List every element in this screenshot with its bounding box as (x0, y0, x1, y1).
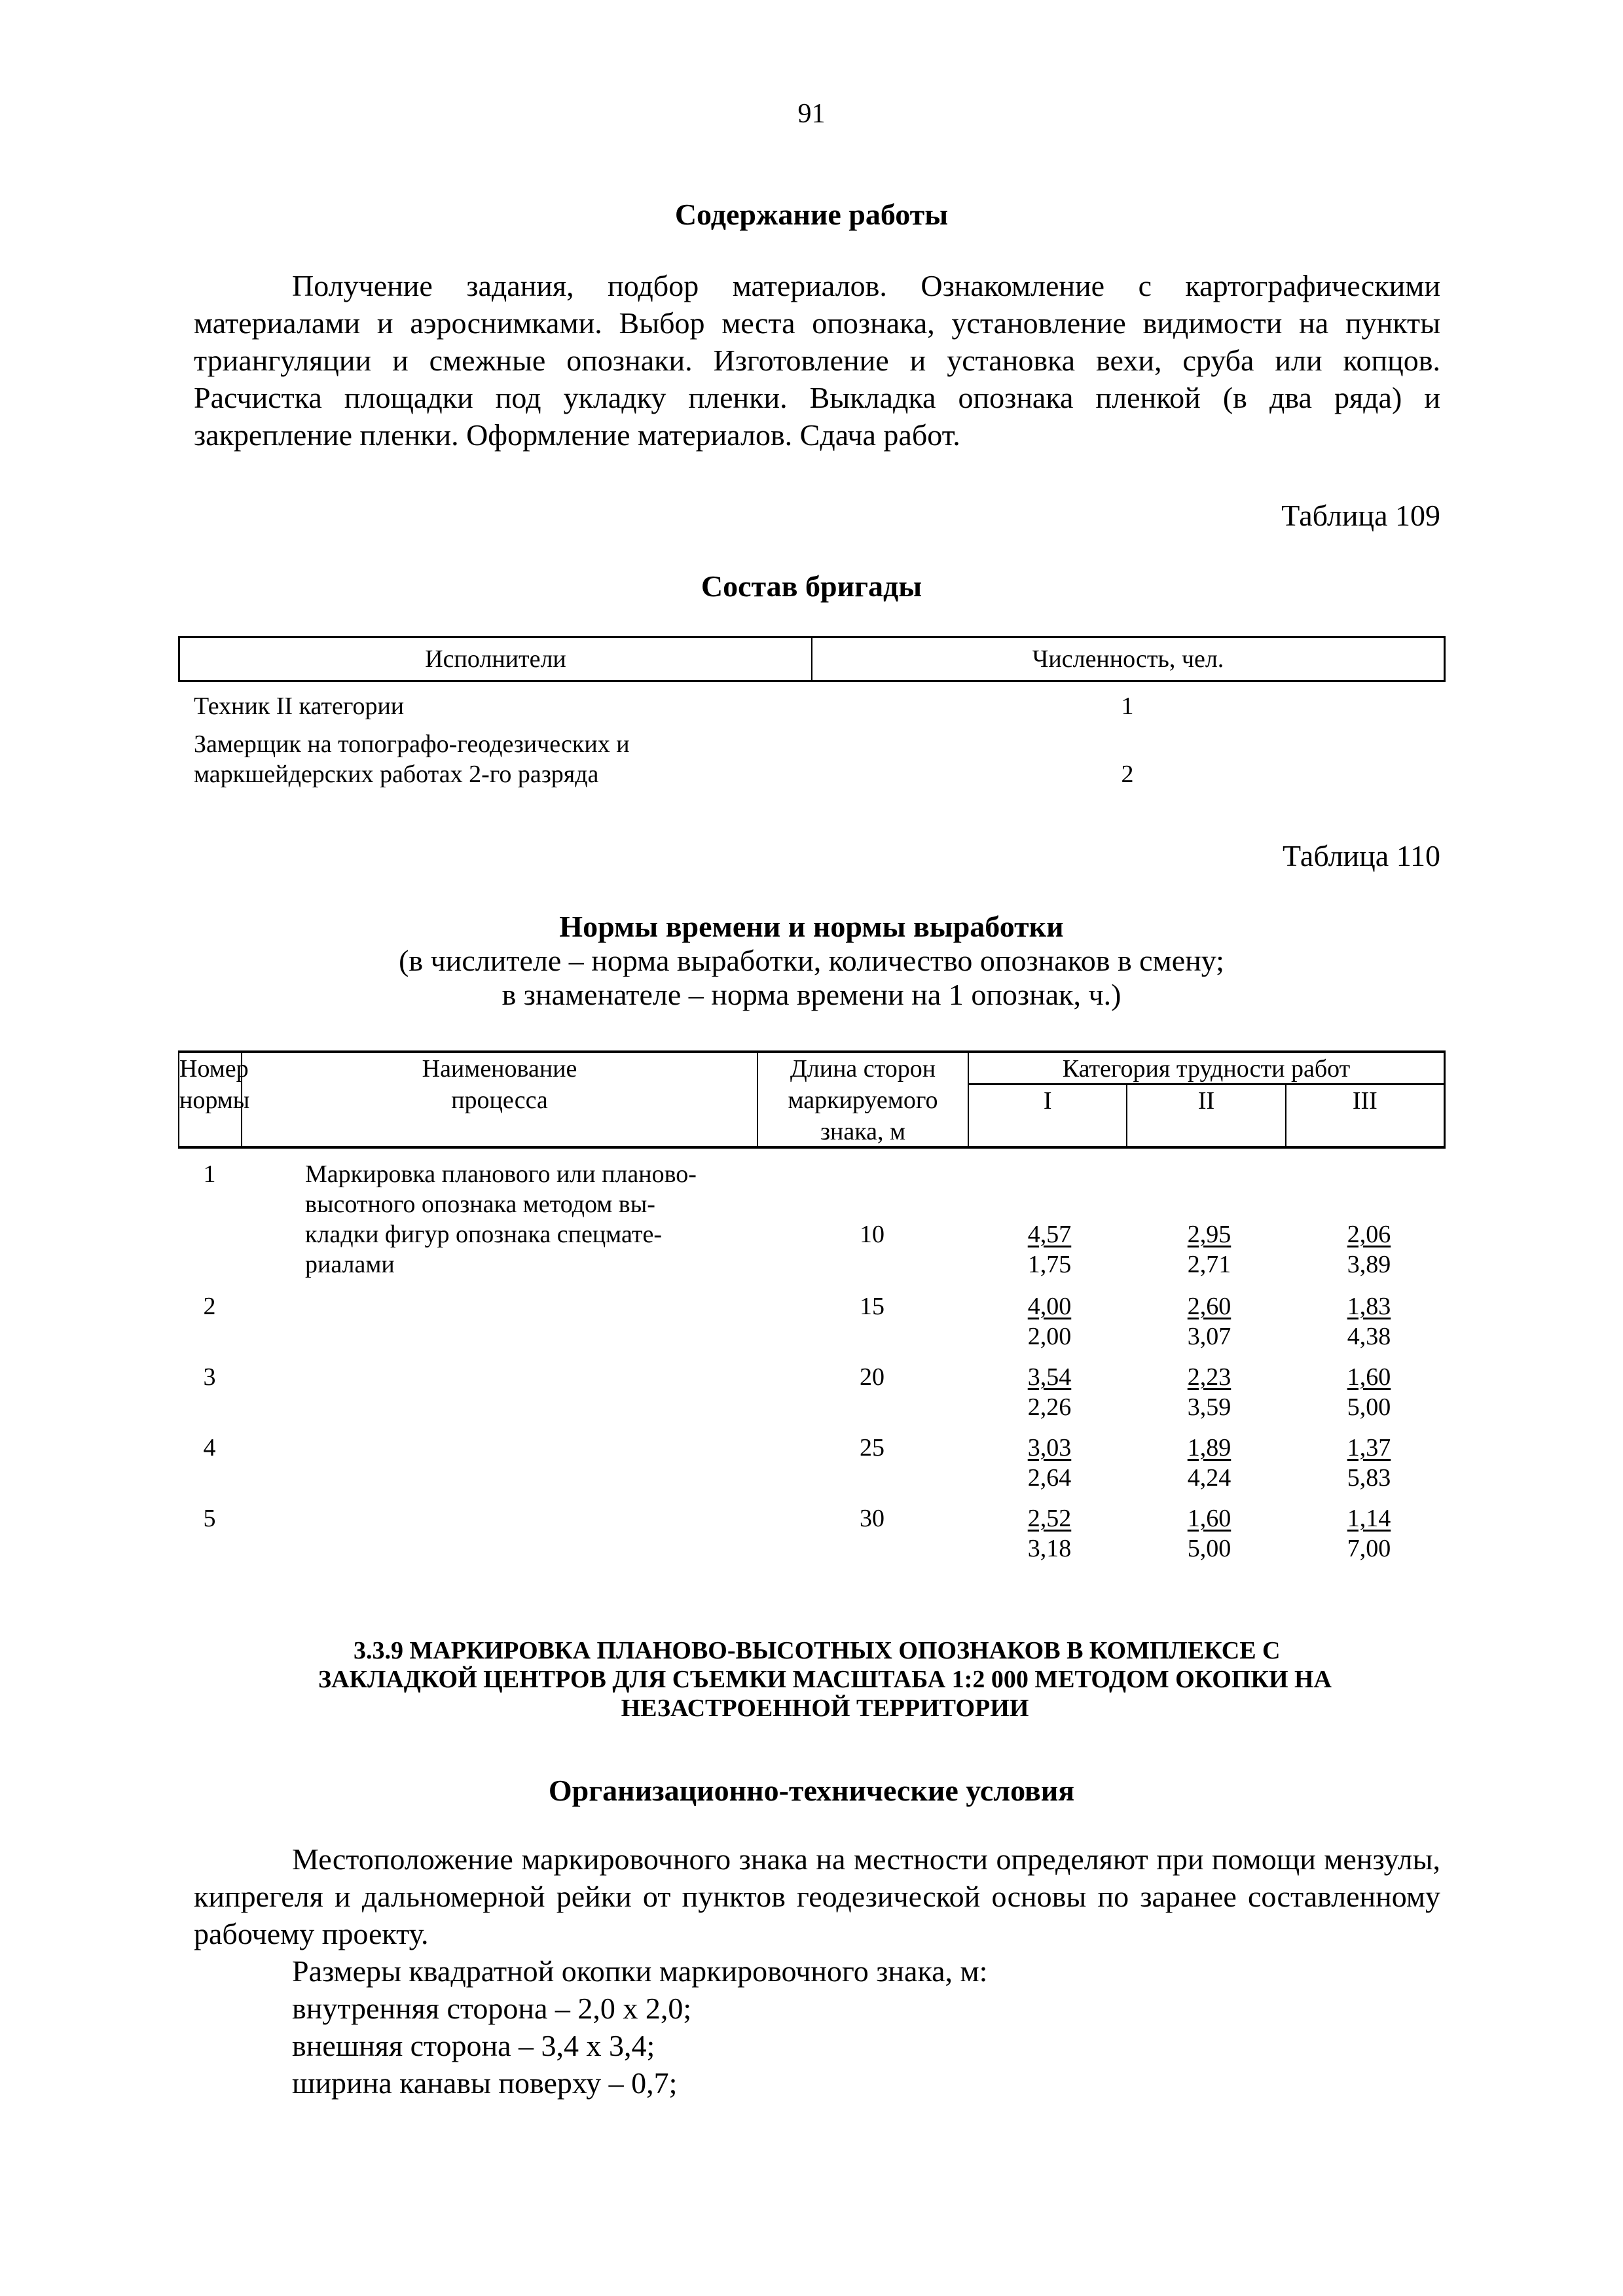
time-norm: 2,00 (1027, 1323, 1072, 1350)
table-110-subtitle-line: (в числителе – норма выработки, количество опознаков в смену; (399, 944, 1224, 977)
performer-cell: Техник II категории (194, 692, 405, 720)
category-2-cell (1173, 1362, 1245, 1422)
size-item-outer-side: внешняя сторона – 3,4 х 3,4; (292, 2029, 655, 2062)
location-paragraph: Местоположение маркировочного знака на местности определяют при помощи мензулы, кипрегеля и дальномерной рейки от пунктов геодезической основы по заранее составленному рабочему проекту. (194, 1842, 1440, 1950)
table-row (178, 1433, 1446, 1498)
section-title-line: ЗАКЛАДКОЙ ЦЕНТРОВ ДЛЯ СЪЕМКИ МАСШТАБА 1:2 000 МЕТОДОМ ОКОПКИ НА (318, 1666, 1332, 1693)
column-header-side-length (758, 1053, 969, 1146)
category-subheaders (969, 1085, 1444, 1147)
category-3-cell (1333, 1362, 1405, 1422)
performer-cell-line: маркшейдерских работах 2-го разряда (194, 761, 599, 788)
header-line: маркируемого (788, 1086, 938, 1114)
category-1-cell (1013, 1503, 1085, 1564)
time-norm: 2,26 (1027, 1393, 1072, 1421)
table-row (178, 729, 1446, 789)
time-norm: 3,07 (1187, 1323, 1231, 1350)
header-line: знака, м (820, 1118, 905, 1145)
output-norm: 4,00 (1027, 1293, 1072, 1320)
org-conditions-heading: Организационно-технические условия (548, 1774, 1075, 1807)
category-title: Категория трудности работ (969, 1053, 1444, 1085)
output-norm: 2,06 (1347, 1221, 1391, 1248)
output-norm: 1,60 (1347, 1363, 1391, 1391)
crew-table-header (178, 636, 1446, 682)
time-norm: 4,38 (1347, 1323, 1391, 1350)
time-norm: 4,24 (1187, 1464, 1231, 1492)
table-row (178, 1362, 1446, 1427)
sizes-intro: Размеры квадратной окопки маркировочного знака, м: (292, 1954, 988, 1988)
header-line: процесса (451, 1086, 548, 1114)
category-2-cell (1173, 1433, 1245, 1493)
norm-number-cell: 2 (203, 1293, 216, 1320)
norm-number-cell: 5 (203, 1505, 216, 1532)
column-header-category-1: I (1043, 1087, 1052, 1115)
table-110-title: Нормы времени и нормы выработки (559, 910, 1064, 943)
time-norm: 5,83 (1347, 1464, 1391, 1492)
page-number: 91 (797, 99, 826, 129)
output-norm: 2,60 (1187, 1293, 1231, 1320)
size-item-inner-side: внутренняя сторона – 2,0 х 2,0; (292, 1992, 692, 2025)
table-row (178, 1503, 1446, 1569)
header-line: нормы (179, 1086, 250, 1114)
category-2-cell (1173, 1503, 1245, 1564)
column-header-category-3: III (1285, 1085, 1444, 1147)
output-norm: 2,23 (1187, 1363, 1231, 1391)
header-line: Наименование (422, 1055, 577, 1083)
output-norm: 1,83 (1347, 1293, 1391, 1320)
category-1-cell (1013, 1219, 1085, 1280)
category-1-cell (1013, 1362, 1085, 1422)
category-3-cell (1333, 1433, 1405, 1493)
process-name-line: Маркировка планового или планово- (305, 1160, 697, 1188)
performer-cell-line: Замерщик на топографо-геодезических и (194, 730, 630, 758)
table-row (178, 1159, 1446, 1283)
side-length-cell: 15 (860, 1293, 884, 1320)
crew-table (178, 636, 1446, 789)
performer-cell (178, 729, 809, 789)
time-norm: 3,89 (1347, 1251, 1391, 1278)
time-norm: 5,00 (1347, 1393, 1391, 1421)
norms-table-header (178, 1050, 1446, 1149)
table-109-title: Состав бригады (701, 569, 922, 603)
side-length-cell: 30 (860, 1505, 884, 1532)
column-header-process-name (242, 1053, 758, 1146)
time-norm: 7,00 (1347, 1535, 1391, 1562)
process-name-line: кладки фигур опознака спецмате- (305, 1221, 662, 1248)
count-cell: 2 (1121, 761, 1134, 788)
side-length-cell: 10 (860, 1221, 884, 1248)
time-norm: 2,64 (1027, 1464, 1072, 1492)
output-norm: 1,60 (1187, 1505, 1231, 1532)
output-norm: 1,89 (1187, 1434, 1231, 1462)
section-title-line: 3.3.9 МАРКИРОВКА ПЛАНОВО-ВЫСОТНЫХ ОПОЗНАКОВ В КОМПЛЕКСЕ С (354, 1637, 1281, 1664)
time-norm: 1,75 (1027, 1251, 1072, 1278)
output-norm: 1,37 (1347, 1434, 1391, 1462)
category-3-cell (1333, 1503, 1405, 1564)
time-norm: 5,00 (1187, 1535, 1231, 1562)
table-row (178, 1291, 1446, 1357)
column-header-performers: Исполнители (180, 638, 812, 680)
category-3-cell (1333, 1291, 1405, 1352)
section-title-line: НЕЗАСТРОЕННОЙ ТЕРРИТОРИИ (621, 1695, 1029, 1722)
category-3-cell (1333, 1219, 1405, 1280)
process-name-line: высотного опознака методом вы- (305, 1191, 655, 1218)
work-content-heading: Содержание работы (674, 198, 949, 231)
size-item-ditch-width: ширина канавы поверху – 0,7; (292, 2066, 678, 2100)
process-name-line: риалами (305, 1251, 395, 1278)
column-header-difficulty-category (969, 1053, 1444, 1146)
output-norm: 2,95 (1187, 1221, 1231, 1248)
side-length-cell: 25 (860, 1434, 884, 1462)
header-line: Длина сторон (790, 1055, 936, 1083)
norm-number-cell: 4 (203, 1434, 216, 1462)
time-norm: 3,59 (1187, 1393, 1231, 1421)
norms-table (178, 1050, 1446, 1562)
norm-number-cell: 3 (203, 1363, 216, 1391)
output-norm: 1,14 (1347, 1505, 1391, 1532)
category-1-cell (1013, 1291, 1085, 1352)
count-cell: 1 (1121, 692, 1134, 720)
output-norm: 3,03 (1027, 1434, 1072, 1462)
norm-number-cell: 1 (203, 1160, 216, 1188)
table-109-label: Таблица 109 (1281, 499, 1440, 532)
category-2-cell (1173, 1291, 1245, 1352)
output-norm: 2,52 (1027, 1505, 1072, 1532)
process-name-cell (305, 1159, 763, 1280)
table-110-label: Таблица 110 (1282, 839, 1440, 872)
work-content-paragraph: Получение задания, подбор материалов. Ознакомление с картографическими материалами и аэроснимками. Выбор места опознака, установление видимости на пункты триангуляции и смежные опознаки. Изготовление и установка вехи, сруба или копцов. Расчистка площадки под укладку пленки. Выкладка опознака пленкой (в два ряда) и закрепление пленки. Оформление материалов. Сдача работ. (194, 269, 1440, 452)
time-norm: 2,71 (1187, 1251, 1231, 1278)
table-110-subtitle-line: в знаменателе – норма времени на 1 опознак, ч.) (501, 978, 1122, 1011)
time-norm: 3,18 (1027, 1535, 1072, 1562)
table-row (178, 691, 1446, 721)
output-norm: 4,57 (1027, 1221, 1072, 1248)
side-length-cell: 20 (860, 1363, 884, 1391)
category-2-cell (1173, 1219, 1245, 1280)
column-header-count: Численность, чел. (1032, 645, 1224, 673)
header-line: Номер (179, 1055, 249, 1083)
output-norm: 3,54 (1027, 1363, 1072, 1391)
category-1-cell (1013, 1433, 1085, 1493)
column-header-norm-number (179, 1053, 250, 1146)
column-header-category-2: II (1126, 1085, 1285, 1147)
